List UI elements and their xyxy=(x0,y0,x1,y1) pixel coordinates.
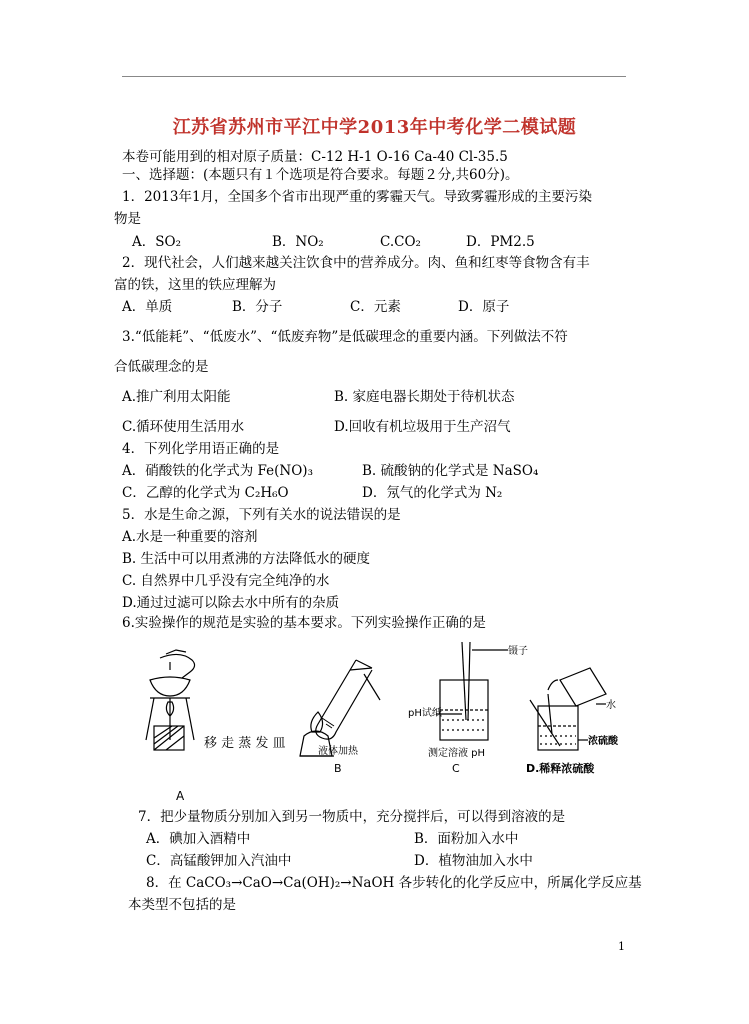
q7-option-d: D．植物油加入水中 xyxy=(414,853,533,869)
figure-d-caption: D.稀释浓硫酸 xyxy=(526,762,595,775)
figure-d-water-label: 水 xyxy=(606,700,616,711)
q4-stem: 4．下列化学用语正确的是 xyxy=(122,441,280,457)
figure-d-acid-label: 浓硫酸 xyxy=(588,736,618,747)
header-rule xyxy=(122,76,626,77)
q1-stem-line1: 1．2013年1月，全国多个省市出现严重的雾霾天气。导致雾霾形成的主要污染 xyxy=(122,189,593,205)
q3-stem-line2: 合低碳理念的是 xyxy=(114,359,209,375)
q2-option-a: A．单质 xyxy=(122,299,173,315)
q6-figures xyxy=(0,640,749,810)
q7-stem: 7．把少量物质分别加入到另一物质中，充分搅拌后，可以得到溶液的是 xyxy=(138,809,566,825)
figure-c-tweezers-label: 镊子 xyxy=(508,646,528,657)
q2-stem-line1: 2．现代社会，人们越来越关注饮食中的营养成分。肉、鱼和红枣等食物含有丰 xyxy=(122,255,590,271)
q6-stem: 6.实验操作的规范是实验的基本要求。下列实验操作正确的是 xyxy=(122,615,486,631)
intro-text: 本卷可能用到的相对原子质量：C-12 H-1 O-16 Ca-40 Cl-35.5 xyxy=(122,149,508,165)
figure-c-caption: 测定溶液 pH xyxy=(428,748,486,759)
q1-option-a: A．SO₂ xyxy=(132,234,181,250)
page-number: 1 xyxy=(618,940,625,953)
page-title: 江苏省苏州市平江中学2013年中考化学二模试题 xyxy=(172,117,577,138)
q7-option-b: B．面粉加入水中 xyxy=(414,831,519,847)
q2-option-d: D．原子 xyxy=(458,299,510,315)
q5-option-d: D.通过过滤可以除去水中所有的杂质 xyxy=(122,595,340,611)
section-heading: 一、选择题：(本题只有１个选项是符合要求。每题２分,共60分)。 xyxy=(122,167,519,183)
figure-a-letter: A xyxy=(176,789,185,803)
q4-option-b: B. 硫酸钠的化学式是 NaSO₄ xyxy=(362,463,539,479)
figure-a-caption: 移 走 蒸 发 皿 xyxy=(204,736,286,751)
figure-c-ph-paper-label: pH试纸 xyxy=(408,708,442,719)
q4-option-a: A．硝酸铁的化学式为 Fe(NO)₃ xyxy=(122,463,313,479)
q1-option-b: B．NO₂ xyxy=(272,234,324,250)
q3-option-b: B. 家庭电器长期处于待机状态 xyxy=(334,389,515,405)
q5-option-b: B. 生活中可以用煮沸的方法降低水的硬度 xyxy=(122,551,371,567)
q4-option-d: D．氖气的化学式为 N₂ xyxy=(362,485,503,501)
q8-stem-line2: 本类型不包括的是 xyxy=(128,897,236,913)
q5-option-c: C. 自然界中几乎没有完全纯净的水 xyxy=(122,573,330,589)
figure-c-ph-test xyxy=(436,642,508,740)
q1-stem-line2: 物是 xyxy=(114,211,141,227)
figure-c-letter: C xyxy=(452,762,460,775)
figure-b-caption: 液体加热 xyxy=(318,746,358,757)
q1-option-c: C.CO₂ xyxy=(380,234,421,250)
q3-option-a: A.推广利用太阳能 xyxy=(122,389,231,405)
q8-stem-line1: 8．在 CaCO₃→CaO→Ca(OH)₂→NaOH 各步转化的化学反应中，所属化学反应基 xyxy=(146,875,642,891)
figure-b-letter: B xyxy=(334,762,342,775)
q7-option-c: C．高锰酸钾加入汽油中 xyxy=(146,853,292,869)
q3-option-d: D.回收有机垃圾用于生产沼气 xyxy=(334,419,511,435)
q3-stem-line1: 3.“低能耗”、“低废水”、“低废弃物”是低碳理念的重要内涵。下列做法不符 xyxy=(122,329,568,345)
q1-option-d: D．PM2.5 xyxy=(466,234,535,250)
q5-stem: 5．水是生命之源，下列有关水的说法错误的是 xyxy=(122,507,401,523)
q5-option-a: A.水是一种重要的溶剂 xyxy=(122,529,258,545)
q3-option-c: C.循环使用生活用水 xyxy=(122,419,245,435)
figure-a-evaporating-dish xyxy=(146,650,195,750)
q2-option-c: C．元素 xyxy=(350,299,401,315)
q4-option-c: C．乙醇的化学式为 C₂H₆O xyxy=(122,485,289,501)
q7-option-a: A．碘加入酒精中 xyxy=(146,831,251,847)
q2-option-b: B．分子 xyxy=(232,299,283,315)
figure-b-liquid-heating xyxy=(300,660,380,756)
q2-stem-line2: 富的铁，这里的铁应理解为 xyxy=(114,277,276,293)
